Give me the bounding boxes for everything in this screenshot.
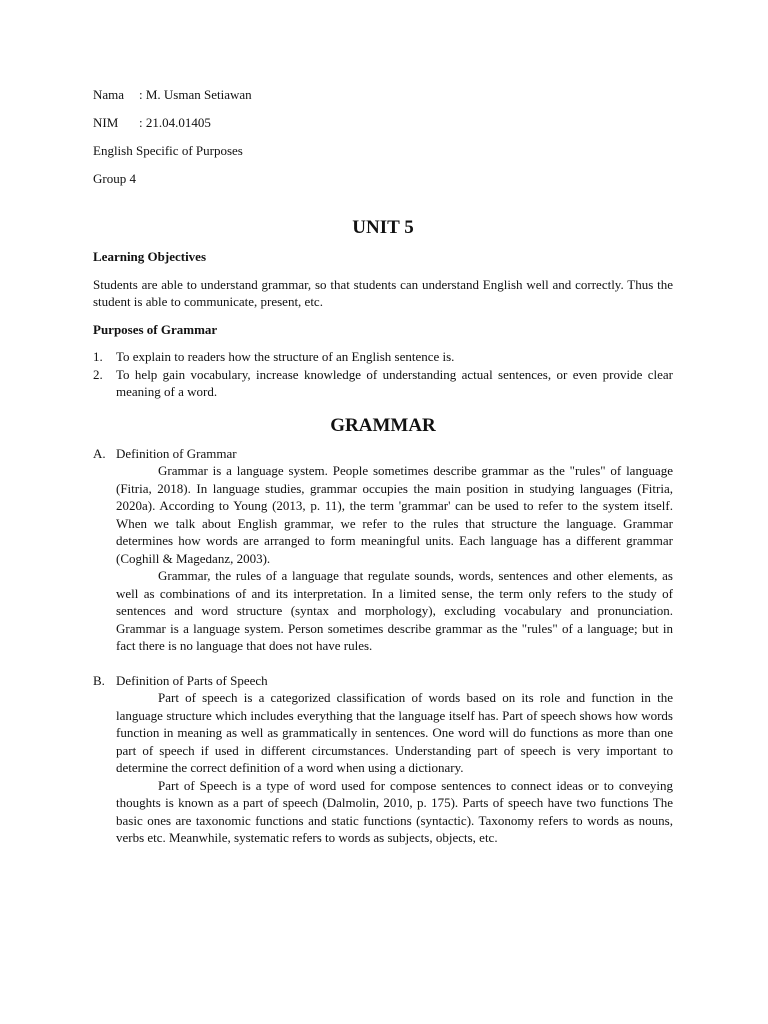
- section-gap: [93, 655, 673, 672]
- nim-value: : 21.04.01405: [139, 115, 211, 130]
- grammar-title: GRAMMAR: [330, 414, 436, 436]
- section-paragraph: Grammar, the rules of a language that regulate sounds, words, sentences and other elements, as well as combinations of and its interpretation. In a limited sense, the term only refers to the study of sentences and word structure (syntax and morphology), excluding vocabulary and pronunciation. Grammar is a language system. Person sometimes describe grammar as the "rules" of a language; but in fact there is no language that does not have rules.: [116, 568, 673, 653]
- section-paragraph: Grammar is a language system. People sometimes describe grammar as the "rules" of language (Fitria, 2018). In language studies, grammar occupies the main position in studying languages (Fitria, 2020a). According to Young (2013, p. 11), the term 'grammar' can be used to refer to the system itself. When we talk about English grammar, we refer to the rules that structure the language. Grammar determines how words are arranged to form meaningful units. Each language has a different grammar (Coghill & Magedanz, 2003).: [116, 463, 673, 566]
- section-letter: A.: [93, 445, 106, 461]
- nim-line: [93, 114, 673, 132]
- purposes-list: [93, 348, 673, 401]
- section-paragraph: Part of speech is a categorized classification of words based on its role and function in the language structure which includes everything that the language itself has. Part of speech shows how words function in meaning as well as grammatically in sentences. One word will do functions as more than one part of speech if used in different circumstances. Understanding part of speech is very important to determine the correct definition of a word when using a dictionary.: [116, 690, 673, 775]
- learning-objectives-heading: Learning Objectives: [93, 249, 207, 264]
- list-item: [93, 348, 673, 366]
- document-page: [93, 86, 673, 847]
- section-letter: B.: [93, 672, 105, 688]
- list-item-text: To help gain vocabulary, increase knowledge of understanding actual sentences, or even provide clear meaning of a word.: [116, 366, 673, 399]
- group-line: Group 4: [93, 171, 136, 186]
- section-definition-of-grammar: [93, 445, 673, 655]
- section-title: Definition of Parts of Speech: [116, 672, 268, 688]
- name-line: [93, 86, 673, 104]
- list-item: [93, 366, 673, 401]
- list-item-number: 1.: [93, 349, 103, 364]
- learning-objectives-text: Students are able to understand grammar, so that students can understand English well and correctly. Thus the student is able to communicate, present, etc.: [93, 276, 673, 309]
- section-definition-of-parts-of-speech: [93, 672, 673, 847]
- section-title: Definition of Grammar: [116, 445, 237, 461]
- section-paragraph: Part of Speech is a type of word used for compose sentences to connect ideas or to conveying thoughts is known as a part of speech (Dalmolin, 2010, p. 175). Parts of speech have two functions The basic ones are taxonomic functions and static functions (syntactic). Taxonomy refers to words as nouns, verbs etc. Meanwhile, systematic refers to words as subjects, objects, etc.: [116, 777, 673, 845]
- course-line: English Specific of Purposes: [93, 143, 243, 158]
- name-value: : M. Usman Setiawan: [139, 87, 252, 102]
- purposes-heading: Purposes of Grammar: [93, 321, 218, 337]
- unit-title: UNIT 5: [352, 217, 414, 238]
- nim-label: NIM: [93, 115, 119, 130]
- name-label: Nama: [93, 87, 125, 102]
- list-item-text: To explain to readers how the structure of an English sentence is.: [116, 349, 455, 364]
- list-item-number: 2.: [93, 366, 103, 382]
